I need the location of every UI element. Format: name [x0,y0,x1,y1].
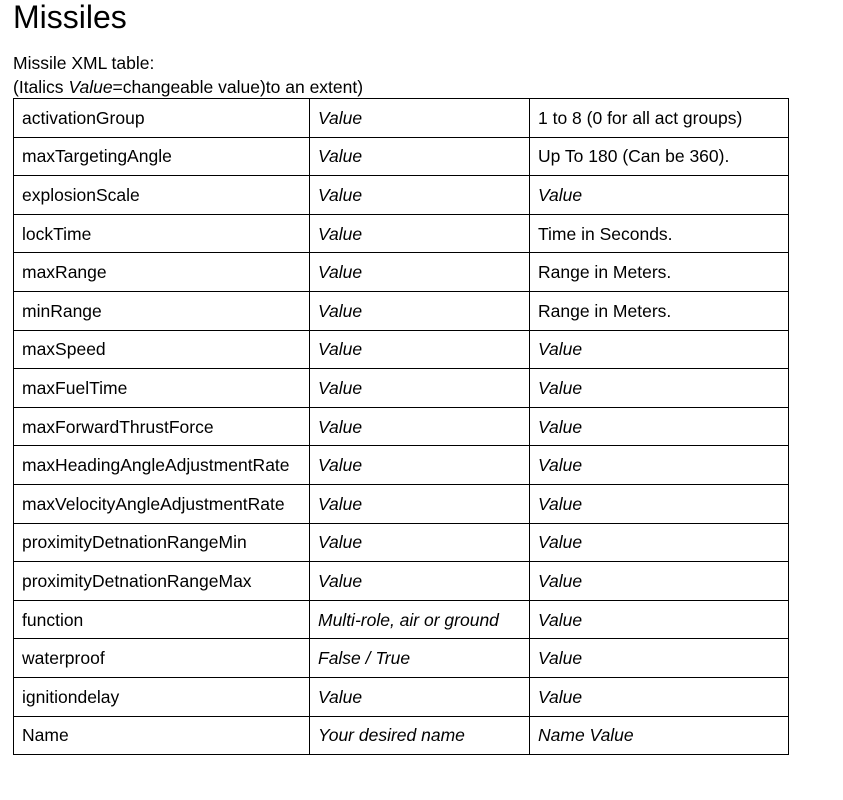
property-value-cell: Value [310,214,530,253]
table-row [14,137,789,176]
intro-line-2-prefix: (Italics [13,77,69,97]
property-name-cell: maxSpeed [14,330,310,369]
property-note-cell: Value [530,562,789,601]
property-value-cell: Value [310,330,530,369]
property-value-cell: False / True [310,639,530,678]
table-row [14,562,789,601]
property-name-cell: Name [14,716,310,755]
property-value-cell: Value [310,99,530,138]
property-note-cell: Value [530,484,789,523]
property-name-cell: maxHeadingAngleAdjustmentRate [14,446,310,485]
table-row [14,407,789,446]
property-note-cell: Value [530,176,789,215]
property-value-cell: Value [310,523,530,562]
property-name-cell: function [14,600,310,639]
property-value-cell: Value [310,446,530,485]
table-row [14,214,789,253]
property-value-cell: Value [310,369,530,408]
property-name-cell: lockTime [14,214,310,253]
property-note-cell: Value [530,446,789,485]
table-row [14,99,789,138]
intro-line-2 [13,75,363,99]
property-name-cell: maxVelocityAngleAdjustmentRate [14,484,310,523]
property-value-cell: Value [310,407,530,446]
property-note-cell: Value [530,407,789,446]
property-name-cell: maxRange [14,253,310,292]
property-name-cell: ignitiondelay [14,677,310,716]
property-name-cell: proximityDetnationRangeMin [14,523,310,562]
property-name-cell: maxForwardThrustForce [14,407,310,446]
property-note-cell: Range in Meters. [530,253,789,292]
property-note-cell: Value [530,330,789,369]
property-note-cell: Value [530,600,789,639]
property-value-cell: Your desired name [310,716,530,755]
intro-line-2-italic: Value [68,77,113,97]
property-value-cell: Multi-role, air or ground [310,600,530,639]
intro-text [13,51,363,99]
intro-line-2-suffix: =changeable value)to an extent) [112,77,364,97]
table-row [14,639,789,678]
table-row [14,253,789,292]
intro-line-1: Missile XML table: [13,53,155,73]
property-note-cell: Time in Seconds. [530,214,789,253]
table-row [14,176,789,215]
property-value-cell: Value [310,176,530,215]
page-title: Missiles [13,0,127,35]
property-note-cell: Value [530,639,789,678]
property-name-cell: maxFuelTime [14,369,310,408]
property-note-cell: Name Value [530,716,789,755]
property-value-cell: Value [310,253,530,292]
table-row [14,369,789,408]
property-name-cell: maxTargetingAngle [14,137,310,176]
property-note-cell: Value [530,369,789,408]
property-value-cell: Value [310,484,530,523]
missile-xml-table [13,98,789,755]
property-note-cell: Range in Meters. [530,291,789,330]
table-row [14,716,789,755]
property-value-cell: Value [310,291,530,330]
table-row [14,291,789,330]
property-name-cell: activationGroup [14,99,310,138]
table-row [14,330,789,369]
property-value-cell: Value [310,677,530,716]
property-note-cell: Up To 180 (Can be 360). [530,137,789,176]
property-note-cell: 1 to 8 (0 for all act groups) [530,99,789,138]
table-row [14,523,789,562]
property-name-cell: minRange [14,291,310,330]
property-name-cell: explosionScale [14,176,310,215]
property-value-cell: Value [310,137,530,176]
property-note-cell: Value [530,677,789,716]
property-note-cell: Value [530,523,789,562]
property-name-cell: proximityDetnationRangeMax [14,562,310,601]
table-row [14,484,789,523]
table-row [14,677,789,716]
table-row [14,600,789,639]
property-name-cell: waterproof [14,639,310,678]
table-row [14,446,789,485]
property-value-cell: Value [310,562,530,601]
